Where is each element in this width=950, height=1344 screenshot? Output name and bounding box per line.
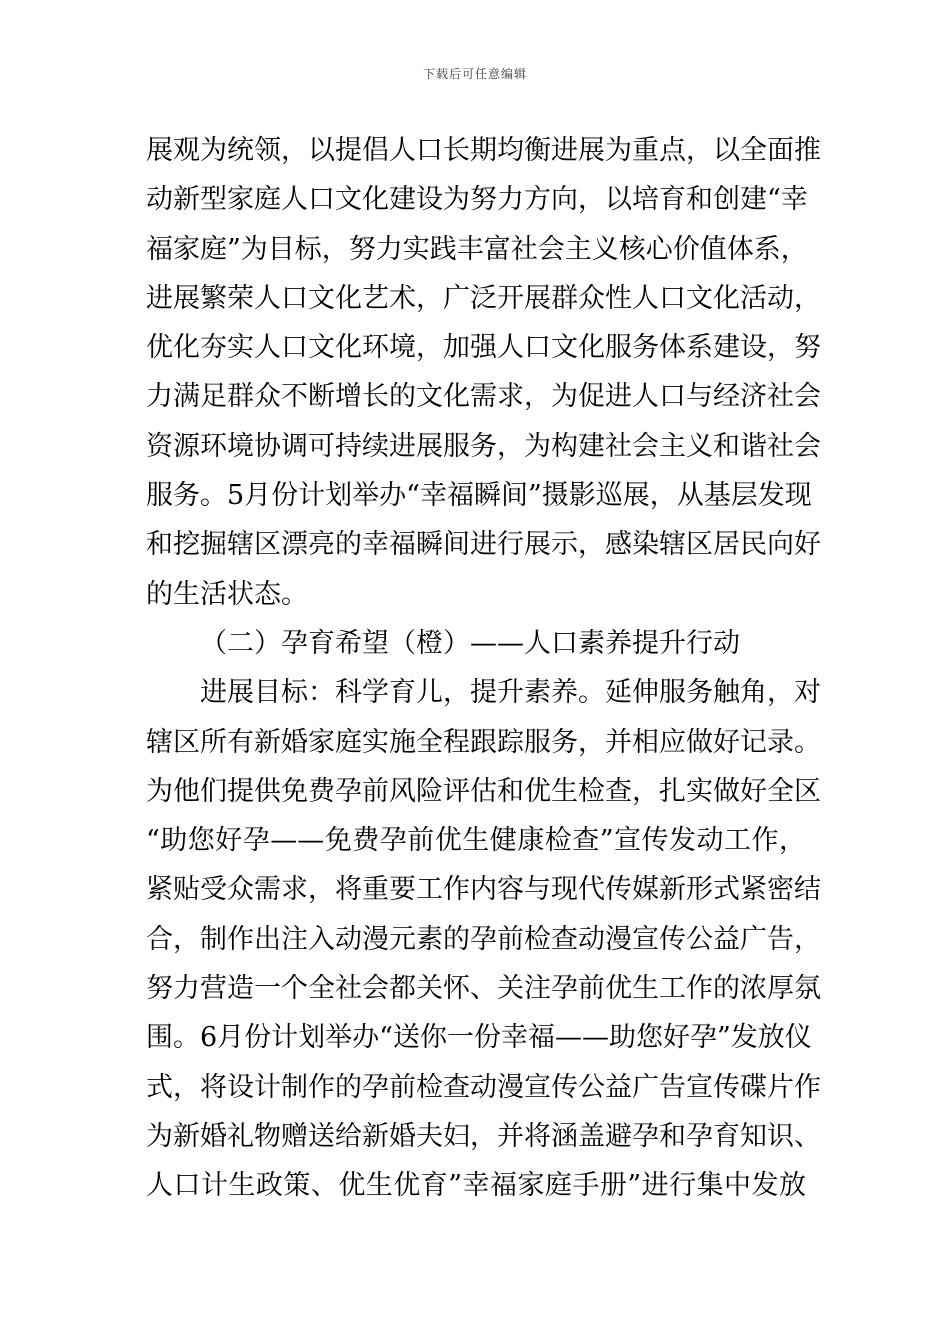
paragraph	[146, 126, 821, 619]
text-line: 展观为统领，以提倡人口长期均衡进展为重点，以全面推	[146, 135, 821, 166]
text-line: 努力营造一个全社会都关怀、关注孕前优生工作的浓厚氛	[146, 973, 821, 1005]
text-line: 进展目标：科学育儿，提升素养。延伸服务触角，对	[200, 677, 821, 709]
text-line: 优化夯实人口文化环境，加强人口文化服务体系建设，努	[146, 332, 821, 364]
text-line: 力满足群众不断增长的文化需求，为促进人口与经济社会	[146, 381, 821, 413]
document-body	[146, 126, 821, 1211]
section-heading	[146, 619, 806, 668]
text-line: 式，将设计制作的孕前检查动漫宣传公益广告宣传碟片作	[146, 1071, 821, 1103]
text-line: 为新婚礼物赠送给新婚夫妇，并将涵盖避孕和孕育知识、	[146, 1120, 821, 1152]
text-line: 和挖掘辖区漂亮的幸福瞬间进行展示，感染辖区居民向好	[146, 529, 821, 561]
heading-text: （二）孕育希望（橙）——人口素养提升行动	[200, 627, 740, 659]
text-line: 动新型家庭人口文化建设为努力方向，以培育和创建“幸	[146, 184, 808, 216]
text-line: 合，制作出注入动漫元素的孕前检查动漫宣传公益广告，	[146, 923, 821, 955]
text-line: 进展繁荣人口文化艺术，广泛开展群众性人口文化活动，	[146, 282, 821, 314]
paragraph	[146, 668, 821, 1210]
text-line: 为他们提供免费孕前风险评估和优生检查，扎实做好全区	[146, 775, 821, 807]
page-header: 下载后可任意编辑	[422, 67, 527, 81]
text-line: 辖区所有新婚家庭实施全程跟踪服务，并相应做好记录。	[146, 726, 821, 758]
text-line: 人口计生政策、优生优育”幸福家庭手册”进行集中发放	[146, 1170, 806, 1202]
text-line: 紧贴受众需求，将重要工作内容与现代传媒新形式紧密结	[146, 874, 821, 906]
text-line: 福家庭”为目标，努力实践丰富社会主义核心价值体系，	[146, 233, 808, 265]
text-line: 的生活状态。	[146, 578, 308, 610]
text-line: 围。6月份计划举办“送你一份幸福——助您好孕”发放仪	[146, 1022, 812, 1054]
text-line: 服务。5月份计划举办“幸福瞬间”摄影巡展，从基层发现	[146, 480, 812, 512]
text-line: 资源环境协调可持续进展服务，为构建社会主义和谐社会	[146, 430, 821, 462]
text-line: “助您好孕——免费孕前优生健康检查”宣传发动工作，	[146, 825, 806, 857]
